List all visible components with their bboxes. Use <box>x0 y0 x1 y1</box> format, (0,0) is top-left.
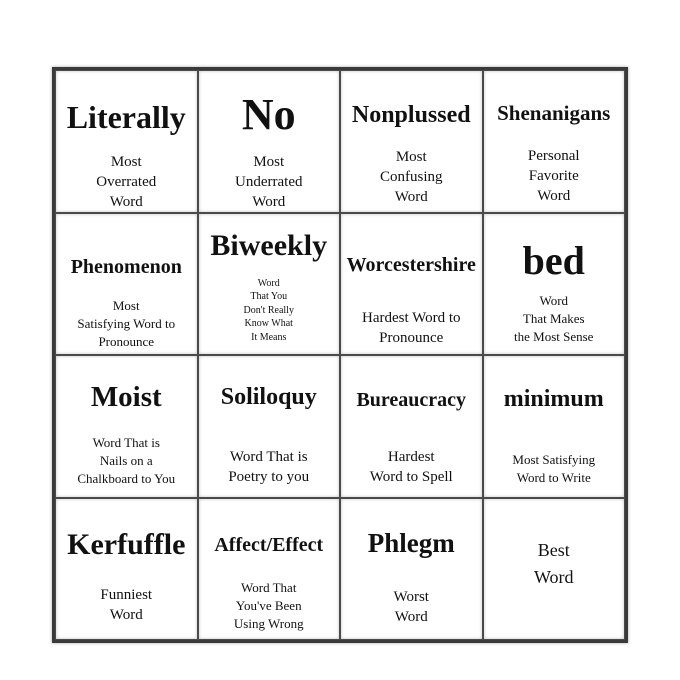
cell-word: Shenanigans <box>497 101 611 125</box>
cell-word: bed <box>522 237 585 283</box>
bingo-cell[interactable] <box>55 355 198 498</box>
cell-word: Literally <box>66 99 186 135</box>
cell-word: Soliloquy <box>220 384 317 410</box>
cell-description: Most Satisfying Word to Write <box>512 452 596 485</box>
bingo-cell[interactable] <box>55 213 198 356</box>
bingo-cell[interactable] <box>55 70 198 213</box>
cell-description: Most Overrated Word <box>96 154 157 210</box>
cell-word: Phlegm <box>367 527 455 558</box>
bingo-cell[interactable] <box>483 213 626 356</box>
cell-word: Moist <box>90 381 162 413</box>
bingo-cell[interactable] <box>483 70 626 213</box>
bingo-cell[interactable] <box>483 498 626 641</box>
cell-description: Worst Word <box>393 588 429 625</box>
cell-description: Most Confusing Word <box>379 149 443 205</box>
cell-description: Hardest Word to Spell <box>369 449 453 485</box>
cell-description: Word That Makes the Most Sense <box>514 292 594 344</box>
cell-word: No <box>241 90 296 139</box>
bingo-cell[interactable] <box>340 355 483 498</box>
bingo-cell[interactable] <box>198 213 341 356</box>
cell-description: Word That is Poetry to you <box>228 449 310 485</box>
bingo-cell[interactable] <box>340 498 483 641</box>
cell-word: Nonplussed <box>351 102 471 128</box>
bingo-cell[interactable] <box>340 70 483 213</box>
bingo-cell[interactable] <box>55 498 198 641</box>
cell-description: Most Satisfying Word to Pronounce <box>77 297 176 349</box>
bingo-cell[interactable] <box>198 70 341 213</box>
cell-word: Phenomenon <box>70 255 182 278</box>
cell-word: Affect/Effect <box>214 533 324 556</box>
bingo-cell[interactable] <box>198 498 341 641</box>
cell-description: Word That You Don't Really Know What It Means <box>243 277 294 343</box>
cell-word: Worcestershire <box>346 253 476 276</box>
cell-description: Most Underrated Word <box>235 154 303 210</box>
cell-description: Personal Favorite Word <box>527 148 580 204</box>
cell-word: Bureaucracy <box>356 389 467 411</box>
bingo-cell[interactable] <box>198 355 341 498</box>
cell-word: Kerfuffle <box>67 527 186 561</box>
bingo-board <box>52 67 628 643</box>
bingo-cell[interactable] <box>340 213 483 356</box>
cell-description: Word That is Nails on a Chalkboard to You <box>77 435 176 486</box>
cell-word: minimum <box>503 386 604 412</box>
cell-description: Funniest Word <box>100 586 153 623</box>
cell-description: Word That You've Been Using Wrong <box>233 579 304 631</box>
cell-description: Hardest Word to Pronounce <box>362 309 461 346</box>
cell-description: Best Word <box>533 539 574 587</box>
bingo-cell[interactable] <box>483 355 626 498</box>
cell-word: Biweekly <box>210 228 328 262</box>
